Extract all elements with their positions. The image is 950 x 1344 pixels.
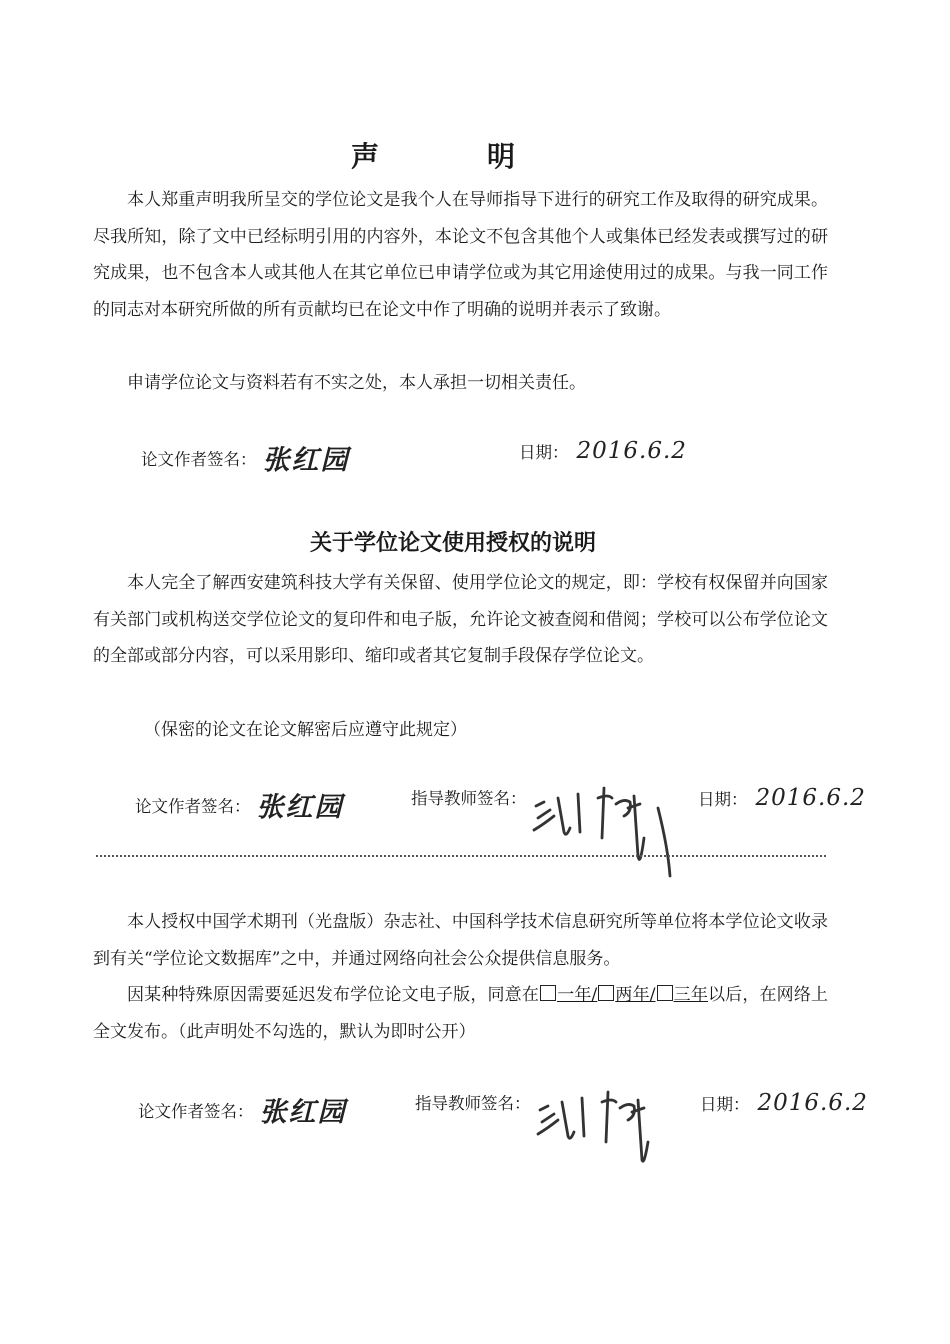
option-two-years: 两年/ <box>615 985 656 1005</box>
delay-options <box>539 985 708 1005</box>
authorization-title: 关于学位论文使用授权的说明 <box>309 531 596 556</box>
author-signature-label: 论文作者签名： <box>138 1101 254 1121</box>
author-signature: 张红园 <box>256 792 344 823</box>
author-signature: 张红园 <box>262 445 350 476</box>
delay-paragraph <box>93 977 828 1050</box>
checkbox-two-years[interactable] <box>598 985 614 1001</box>
declaration-title: 声 明 <box>350 140 555 173</box>
date-label: 日期： <box>700 1095 750 1114</box>
date-value: 2016.6.2 <box>755 785 866 811</box>
delay-prefix: 因某种特殊原因需要延迟发布学位论文电子版，同意在 <box>127 985 540 1005</box>
author-signature-label: 论文作者签名： <box>135 796 251 816</box>
authorization-date-row <box>698 785 866 811</box>
authorization-advisor-row <box>411 785 527 809</box>
checkbox-one-year[interactable] <box>540 985 556 1001</box>
declaration-paragraph: 本人郑重声明我所呈交的学位论文是我个人在导师指导下进行的研究工作及取得的研究成果。尽我所知，除了文中已经标明引用的内容外，本论文不包含其他个人或集体已经发表或撰写过的研究成果，也不包含本人或其他人在其它单位已申请学位或为其它用途使用过的成果。与我一同工作的同志对本研究所做的所有贡献均已在论文中作了明确的说明并表示了致谢。 <box>93 190 828 320</box>
publication-advisor-row <box>415 1090 531 1114</box>
date-label: 日期： <box>519 443 569 462</box>
advisor-signature-label: 指导教师签名： <box>411 789 527 808</box>
author-signature: 张红园 <box>259 1097 347 1128</box>
option-one-year: 一年/ <box>557 985 598 1005</box>
advisor-handwritten-signature <box>532 1070 672 1170</box>
publication-paragraph: 本人授权中国学术期刊（光盘版）杂志社、中国科学技术信息研究所等单位将本学位论文收录到有关“学位论文数据库”之中，并通过网络向社会公众提供信息服务。 <box>93 912 828 969</box>
date-value: 2016.6.2 <box>576 438 687 464</box>
publication-date-row <box>700 1090 868 1116</box>
publication-author-row <box>138 1090 347 1129</box>
date-value: 2016.6.2 <box>757 1090 868 1116</box>
option-three-years: 三年 <box>673 985 709 1005</box>
author-signature-label: 论文作者签名： <box>141 449 257 469</box>
delay-suffix: 以后，在网络上全文发布。（此声明处不勾选的，默认为即时公开） <box>93 985 829 1042</box>
advisor-signature-label: 指导教师签名： <box>415 1094 531 1113</box>
declaration-responsibility: 申请学位论文与资料若有不实之处，本人承担一切相关责任。 <box>127 373 586 393</box>
advisor-handwritten-signature <box>528 768 678 878</box>
section-divider <box>96 855 826 857</box>
checkbox-three-years[interactable] <box>657 985 673 1001</box>
authorization-author-row <box>135 785 344 824</box>
declaration-date-row <box>519 438 687 464</box>
authorization-paragraph: 本人完全了解西安建筑科技大学有关保留、使用学位论文的规定，即：学校有权保留并向国家有关部门或机构送交学位论文的复印件和电子版，允许论文被查阅和借阅；学校可以公布学位论文的全部或部分内容，可以采用影印、缩印或者其它复制手段保存学位论文。 <box>93 573 828 666</box>
date-label: 日期： <box>698 790 748 809</box>
confidential-note: （保密的论文在论文解密后应遵守此规定） <box>144 720 467 740</box>
declaration-signature-row <box>141 438 350 477</box>
